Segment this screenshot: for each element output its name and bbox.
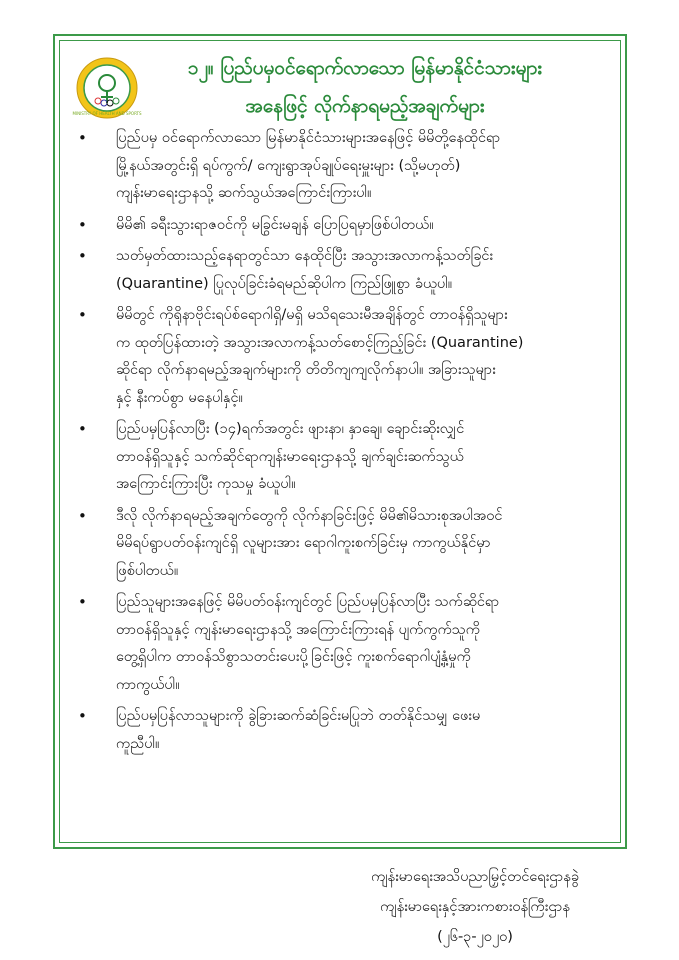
guideline-line: ဆိုင်ရာ လိုက်နာရမည့်အချက်များကို တိတိကျကျလိုက်နာပါ။ အခြားသူများ (116, 362, 496, 378)
guideline-line: နှင့် နီးကပ်စွာ မနေပါနှင့်။ (116, 389, 243, 406)
guideline-line: တွေ့ရှိပါက တာဝန်သိစွာသတင်းပေးပို့ခြင်းဖြင့် ကူးစက်ရောဂါပျံ့နှံ့မှုကို (116, 649, 471, 665)
guideline-line: တာဝန်ရှိသူနှင့် ကျန်းမာရေးဌာနသို့ အကြောင်းကြားရန် ပျက်ကွက်သူကို (116, 621, 480, 638)
guideline-item (72, 589, 612, 699)
guideline-line: ကူညီပါ။ (116, 735, 160, 752)
title-line-1: ၁၂။ ပြည်ပမှဝင်ရောက်လာသော မြန်မာနိုင်ငံသားများ (187, 57, 543, 79)
guideline-line: ပြည်ပမှပြန်လာပြီး (၁၄)ရက်အတွင်း ဖျားနာ၊ နှာချေ၊ ချောင်းဆိုးလျှင် (116, 421, 465, 437)
guideline-line: မိမိတွင် ကိုရိုနာဗိုင်းရပ်စ်ရောဂါရှိ/မရှိ မသိရသေးမီအချိန်တွင် တာဝန်ရှိသူများ (116, 307, 508, 323)
guideline-line: ကျန်းမာရေးဌာနသို့ ဆက်သွယ်အကြောင်းကြားပါ။ (116, 185, 372, 201)
guideline-line: မိမိရပ်ရွာပတ်ဝန်းကျင်ရှိ လူများအား ရောဂါကူးစက်ခြင်းမှ ကာကွယ်နိုင်မှာ (116, 535, 491, 551)
guideline-line: ပြည်ပမှ ဝင်ရောက်လာသော မြန်မာနိုင်ငံသားများအနေဖြင့် မိမိတို့နေထိုင်ရာ (116, 130, 501, 146)
bullet-icon: • (78, 215, 87, 234)
guideline-item (72, 212, 612, 240)
bullet-icon: • (78, 420, 87, 438)
ministry-seal-icon (72, 57, 142, 119)
bullet-icon: • (78, 306, 87, 324)
guideline-item (72, 125, 612, 208)
guideline-line: တာဝန်ရှိသူနှင့် သက်ဆိုင်ရာကျန်းမာရေးဌာနသို့ ချက်ချင်းဆက်သွယ် (116, 448, 464, 465)
bullet-icon: • (78, 247, 87, 265)
guideline-item (72, 302, 612, 412)
guideline-item (72, 416, 612, 499)
signature-block (340, 862, 610, 952)
guideline-line: (Quarantine) ပြုလုပ်ခြင်းခံရမည်ဆိုပါက ကြည်ဖြူစွာ ခံယူပါ။ (116, 275, 453, 292)
guideline-item (72, 503, 612, 586)
guideline-line: သတ်မှတ်ထားသည့်နေရာတွင်သာ နေထိုင်ပြီး အသွားအလာကန့်သတ်ခြင်း (116, 248, 494, 264)
guideline-line: မိမိ၏ ခရီးသွားရာဇဝင်ကို မခြွင်းမချန် ပြောပြရမှာဖြစ်ပါတယ်။ (116, 216, 434, 233)
guideline-line: ဒီလို လိုက်နာရမည့်အချက်တွေကို လိုက်နာခြင်းဖြင့် မိမိ၏မိသားစုအပါအဝင် (116, 507, 503, 524)
guideline-line: ကာကွယ်ပါ။ (116, 676, 180, 693)
bullet-icon: • (78, 707, 87, 725)
guideline-line: ပြည်ပမှပြန်လာသူများကို ခွဲခြားဆက်ဆံခြင်းမပြုဘဲ တတ်နိုင်သမျှ ဖေးမ (116, 708, 481, 724)
seal-text: MINISTRY OF HEALTH AND SPORTS (72, 111, 142, 116)
bullet-icon: • (78, 129, 87, 147)
bullet-icon: • (78, 506, 87, 525)
signature-line: ကျန်းမာရေးအသိပညာမြှင့်တင်ရေးဌာနခွဲ (371, 869, 579, 885)
guideline-line: ဖြစ်ပါတယ်။ (116, 562, 179, 579)
guideline-line: ပြည်သူများအနေဖြင့် မိမိပတ်ဝန်းကျင်တွင် ပြည်ပမှပြန်လာပြီး သက်ဆိုင်ရာ (116, 594, 500, 610)
guideline-item (72, 243, 612, 298)
guideline-line: အကြောင်းကြားပြီး ကုသမှု ခံယူပါ။ (116, 476, 296, 492)
bullet-icon: • (78, 593, 87, 611)
signature-line: ကျန်းမာရေးနှင့်အားကစားဝန်ကြီးဌာန (380, 899, 570, 915)
guideline-list (72, 125, 612, 762)
guideline-line: က ထုတ်ပြန်ထားတဲ့ အသွားအလာကန့်သတ်စောင့်ကြည့်ခြင်း (Quarantine) (116, 334, 524, 351)
guideline-item (72, 703, 612, 758)
signature-line: (၂၆-၃-၂၀၂၀) (437, 929, 513, 945)
title-line-2: အနေဖြင့် လိုက်နာရမည့်အချက်များ (245, 95, 485, 117)
guideline-line: မြို့နယ်အတွင်းရှိ ရပ်ကွက်/ ကျေးရွာအုပ်ချုပ်ရေးမှူးများ (သို့မဟုတ်) (116, 157, 461, 174)
